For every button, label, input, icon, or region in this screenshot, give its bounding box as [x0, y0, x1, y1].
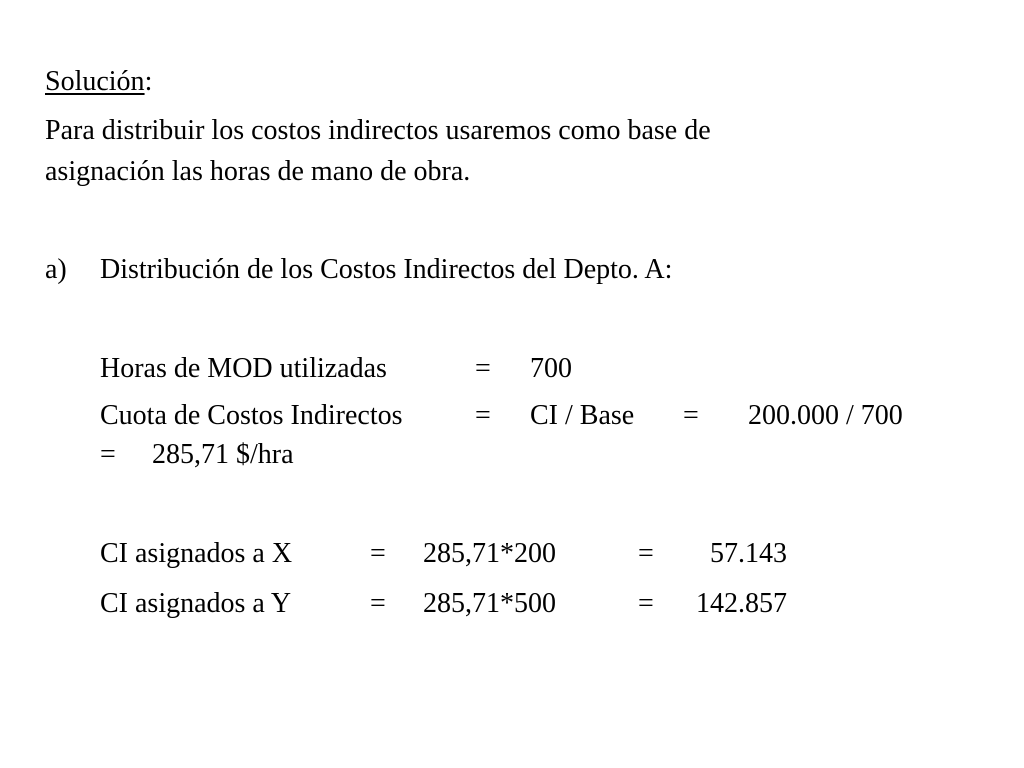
solution-heading	[45, 68, 152, 96]
cuota-formula: CI / Base	[530, 400, 635, 431]
cuota-calc: 200.000 / 700	[748, 400, 903, 431]
horas-equals: =	[475, 353, 491, 384]
asignado-y-equals-1: =	[370, 588, 386, 619]
asignado-x-label: CI asignados a X	[100, 538, 293, 569]
cuota-label: Cuota de Costos Indirectos	[100, 400, 403, 431]
asignado-y-calc: 285,71*500	[423, 588, 556, 619]
intro-line-2: asignación las horas de mano de obra.	[45, 156, 471, 187]
horas-label: Horas de MOD utilizadas	[100, 353, 387, 384]
asignado-y-label: CI asignados a Y	[100, 588, 292, 619]
cuota-equals-3: =	[100, 439, 116, 470]
cuota-equals-2: =	[683, 400, 699, 431]
section-a-heading: Distribución de los Costos Indirectos del Depto. A:	[100, 254, 673, 285]
cuota-result: 285,71 $/hra	[152, 439, 294, 470]
cuota-equals-1: =	[475, 400, 491, 431]
heading-colon: :	[144, 66, 153, 97]
section-a-marker: a)	[45, 254, 67, 285]
horas-value: 700	[530, 353, 572, 384]
asignado-y-equals-2: =	[638, 588, 654, 619]
asignado-x-equals-2: =	[638, 538, 654, 569]
asignado-x-equals-1: =	[370, 538, 386, 569]
asignado-y-result: 142.857	[696, 588, 787, 619]
asignado-x-calc: 285,71*200	[423, 538, 556, 569]
asignado-x-result: 57.143	[710, 538, 787, 569]
heading-title: Solución	[45, 66, 145, 97]
intro-line-1: Para distribuir los costos indirectos usaremos como base de	[45, 115, 711, 146]
